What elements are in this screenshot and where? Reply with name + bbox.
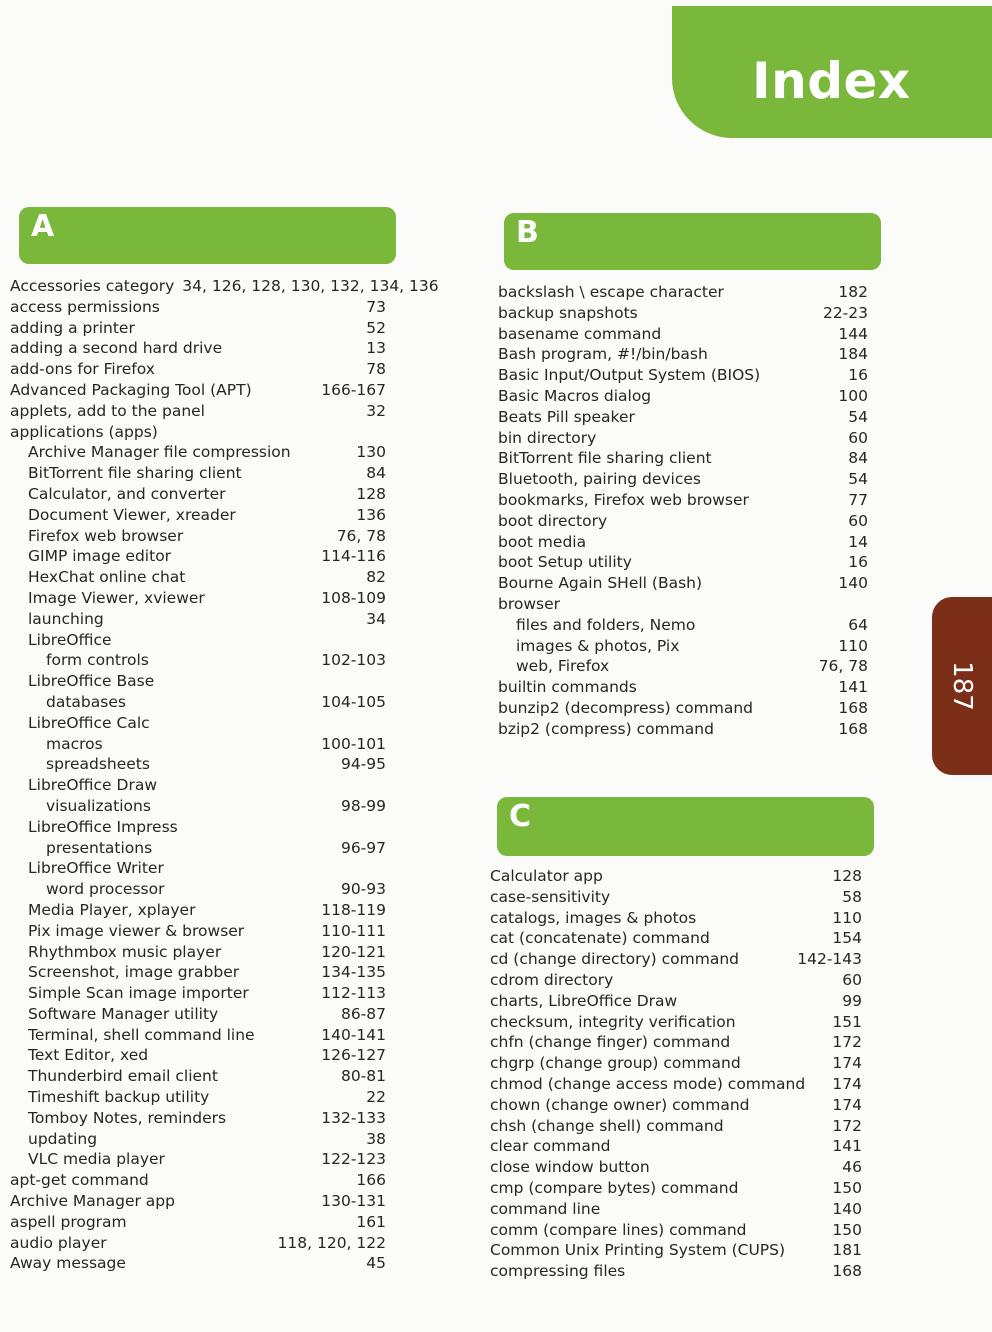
entry-term: chown (change owner) command [490, 1095, 750, 1114]
entry-term: launching [28, 609, 104, 628]
index-entry [10, 1253, 386, 1274]
entry-term: Common Unix Printing System (CUPS) [490, 1241, 786, 1260]
entry-pages: 46 [842, 1158, 862, 1177]
entry-term: checksum, integrity verification [490, 1012, 736, 1031]
entry-pages: 151 [832, 1012, 862, 1031]
entry-pages: 150 [832, 1178, 862, 1197]
entry-term: adding a second hard drive [10, 339, 223, 358]
entry-term: chgrp (change group) command [490, 1054, 741, 1073]
page-title: Index [752, 52, 911, 110]
entry-pages: 60 [842, 970, 862, 989]
entry-term: compressing files [490, 1262, 626, 1281]
page-number: 187 [947, 661, 977, 711]
index-entry [10, 609, 386, 630]
index-entry [490, 928, 862, 949]
entry-term: files and folders, Nemo [516, 615, 696, 634]
index-entry [490, 908, 862, 929]
entry-term: macros [46, 734, 103, 753]
entry-term: adding a printer [10, 318, 135, 337]
entry-term: Tomboy Notes, reminders [28, 1108, 227, 1127]
entry-pages: 60 [848, 428, 868, 447]
entry-pages: 22-23 [822, 303, 868, 322]
index-entry [10, 650, 386, 671]
entry-pages [378, 858, 386, 879]
entry-pages: 134-135 [321, 963, 386, 982]
entry-term: web, Firefox [516, 657, 610, 676]
entry-pages: 90-93 [340, 880, 386, 899]
entry-pages: 181 [832, 1241, 862, 1260]
index-entry [490, 887, 862, 908]
index-entry [10, 1191, 386, 1212]
entry-pages: 166 [356, 1171, 386, 1190]
entry-pages: 73 [366, 297, 386, 316]
index-entry [490, 1136, 862, 1157]
entry-pages: 126-127 [321, 1046, 386, 1065]
index-entry [490, 991, 862, 1012]
entry-term: LibreOffice Base [28, 672, 155, 691]
entry-pages: 14 [848, 532, 868, 551]
index-entry [10, 546, 386, 567]
entry-term: cat (concatenate) command [490, 929, 710, 948]
entry-pages: 34, 126, 128, 130, 132, 134, 136 [182, 277, 439, 295]
entry-term: backup snapshots [498, 303, 638, 322]
index-entry [490, 1116, 862, 1137]
entry-pages: 34 [366, 609, 386, 628]
index-entry [498, 303, 868, 324]
section-header-a [19, 207, 396, 264]
index-entry [10, 754, 386, 775]
index-entry [10, 1129, 386, 1150]
entry-term: Beats Pill speaker [498, 407, 635, 426]
entry-term: aspell program [10, 1212, 127, 1231]
index-entry [10, 422, 386, 443]
entry-pages: 64 [848, 615, 868, 634]
entry-term: browser [498, 594, 561, 613]
entry-term: Accessories category [10, 277, 175, 295]
entry-pages: 161 [356, 1212, 386, 1231]
index-entry [10, 567, 386, 588]
index-entry [10, 401, 386, 422]
entry-pages: 60 [848, 511, 868, 530]
index-entry [10, 1004, 386, 1025]
entry-term: Image Viewer, xviewer [28, 588, 205, 607]
index-entry [10, 588, 386, 609]
entry-term: form controls [46, 651, 149, 670]
entry-pages: 118-119 [321, 900, 386, 919]
entry-term: audio player [10, 1233, 107, 1252]
entry-pages: 136 [356, 505, 386, 524]
entry-pages: 13 [366, 339, 386, 358]
entry-term: Bash program, #!/bin/bash [498, 345, 708, 364]
entry-pages [378, 713, 386, 734]
index-entry [10, 505, 386, 526]
entry-pages: 140 [832, 1199, 862, 1218]
entry-pages [378, 775, 386, 796]
entry-term: chsh (change shell) command [490, 1116, 724, 1135]
entry-term: bin directory [498, 428, 597, 447]
entry-term: images & photos, Pix [516, 636, 680, 655]
entry-pages: 141 [832, 1137, 862, 1156]
index-entry [10, 775, 386, 796]
index-entry [10, 1108, 386, 1129]
index-list-b [498, 282, 868, 740]
index-entry [10, 297, 386, 318]
entry-term: Archive Manager app [10, 1192, 175, 1211]
entry-pages: 128 [356, 484, 386, 503]
index-entry [498, 552, 868, 573]
entry-pages: 141 [838, 678, 868, 697]
entry-pages: 32 [366, 401, 386, 420]
entry-pages: 182 [838, 283, 868, 301]
index-entry [498, 490, 868, 511]
index-entry [490, 1053, 862, 1074]
entry-pages: 110 [838, 636, 868, 655]
entry-pages: 77 [848, 490, 868, 509]
entry-pages: 174 [832, 1074, 862, 1093]
entry-pages: 168 [832, 1262, 862, 1281]
entry-term: Archive Manager file compression [28, 443, 291, 462]
entry-pages: 128 [832, 867, 862, 885]
entry-term: presentations [46, 838, 153, 857]
entry-term: Screenshot, image grabber [28, 963, 240, 982]
index-entry [10, 962, 386, 983]
index-entry [498, 324, 868, 345]
index-entry [10, 380, 386, 401]
entry-pages: 168 [838, 698, 868, 717]
index-entry [490, 1199, 862, 1220]
index-entry [10, 1066, 386, 1087]
entry-term: visualizations [46, 796, 151, 815]
index-entry [490, 1032, 862, 1053]
entry-pages: 98-99 [340, 796, 386, 815]
entry-term: Advanced Packaging Tool (APT) [10, 380, 252, 399]
index-entry [10, 692, 386, 713]
section-header-b [504, 213, 881, 270]
entry-term: catalogs, images & photos [490, 908, 697, 927]
entry-pages: 86-87 [340, 1004, 386, 1023]
index-entry [498, 573, 868, 594]
entry-pages [860, 594, 868, 615]
entry-pages: 82 [366, 568, 386, 587]
index-entry [498, 698, 868, 719]
entry-pages: 100 [838, 386, 868, 405]
entry-term: chfn (change finger) command [490, 1033, 731, 1052]
entry-term: Bourne Again SHell (Bash) [498, 574, 703, 593]
index-entry [10, 900, 386, 921]
entry-pages: 16 [848, 366, 868, 385]
entry-pages: 142-143 [797, 950, 862, 969]
entry-term: chmod (change access mode) command [490, 1074, 806, 1093]
entry-pages: 84 [366, 464, 386, 483]
entry-pages: 78 [366, 360, 386, 379]
section-letter: C [509, 799, 532, 834]
index-entry [490, 1240, 862, 1261]
entry-term: boot media [498, 532, 587, 551]
entry-term: bunzip2 (decompress) command [498, 698, 753, 717]
entry-term: BitTorrent file sharing client [28, 464, 242, 483]
entry-pages: 140-141 [321, 1025, 386, 1044]
entry-term: Basic Macros dialog [498, 386, 652, 405]
entry-term: command line [490, 1199, 601, 1218]
entry-pages: 108-109 [321, 588, 386, 607]
entry-term: Away message [10, 1254, 126, 1273]
index-entry [10, 526, 386, 547]
index-entry [498, 365, 868, 386]
index-entry [10, 1025, 386, 1046]
entry-pages: 38 [366, 1129, 386, 1148]
index-entry [10, 484, 386, 505]
entry-term: add-ons for Firefox [10, 360, 155, 379]
index-entry [490, 1220, 862, 1241]
entry-term: close window button [490, 1158, 650, 1177]
index-entry [490, 1012, 862, 1033]
entry-pages: 150 [832, 1220, 862, 1239]
entry-pages: 94-95 [340, 755, 386, 774]
entry-pages: 168 [838, 719, 868, 738]
entry-term: basename command [498, 324, 662, 343]
index-entry [10, 318, 386, 339]
index-entry [490, 1157, 862, 1178]
index-entry [498, 636, 868, 657]
index-entry [498, 469, 868, 490]
index-list-c [490, 866, 862, 1282]
entry-pages: 16 [848, 553, 868, 572]
entry-term: Document Viewer, xreader [28, 505, 236, 524]
entry-term: LibreOffice [28, 630, 112, 649]
index-entry [498, 594, 868, 615]
index-entry [498, 386, 868, 407]
entry-term: bookmarks, Firefox web browser [498, 490, 749, 509]
index-entry [10, 796, 386, 817]
index-entry [498, 344, 868, 365]
index-entry [10, 879, 386, 900]
entry-term: boot Setup utility [498, 553, 632, 572]
entry-term: Timeshift backup utility [28, 1088, 210, 1107]
entry-term: cdrom directory [490, 970, 614, 989]
index-entry [10, 942, 386, 963]
entry-term: Bluetooth, pairing devices [498, 470, 701, 489]
entry-pages [378, 817, 386, 838]
index-entry [10, 713, 386, 734]
index-entry [10, 921, 386, 942]
entry-term: Simple Scan image importer [28, 984, 249, 1003]
entry-term: Firefox web browser [28, 526, 184, 545]
entry-term: Rhythmbox music player [28, 942, 222, 961]
entry-term: Thunderbird email client [28, 1067, 218, 1086]
index-entry [10, 338, 386, 359]
index-entry [10, 1233, 386, 1254]
index-entry [498, 511, 868, 532]
entry-term: LibreOffice Impress [28, 817, 178, 836]
entry-term: applets, add to the panel [10, 401, 205, 420]
entry-term: Terminal, shell command line [28, 1025, 255, 1044]
section-header-c [497, 797, 874, 856]
entry-term: LibreOffice Writer [28, 859, 164, 878]
index-entry [498, 407, 868, 428]
entry-pages: 99 [842, 991, 862, 1010]
entry-pages: 118, 120, 122 [277, 1233, 386, 1252]
entry-term: access permissions [10, 297, 160, 316]
entry-term: applications (apps) [10, 422, 158, 441]
index-entry [490, 949, 862, 970]
index-entry [10, 1212, 386, 1233]
entry-term: charts, LibreOffice Draw [490, 991, 678, 1010]
entry-term: apt-get command [10, 1171, 149, 1190]
index-entry [10, 463, 386, 484]
index-entry [10, 359, 386, 380]
index-entry [490, 970, 862, 991]
entry-pages: 45 [366, 1254, 386, 1273]
entry-pages: 172 [832, 1116, 862, 1135]
index-entry [10, 817, 386, 838]
entry-term: LibreOffice Draw [28, 776, 158, 795]
entry-pages: 110 [832, 908, 862, 927]
index-entry [10, 1087, 386, 1108]
index-entry [10, 630, 386, 651]
entry-term: Calculator, and converter [28, 484, 226, 503]
entry-pages: 166-167 [321, 380, 386, 399]
entry-pages: 96-97 [340, 838, 386, 857]
index-entry [10, 1045, 386, 1066]
entry-pages: 54 [848, 407, 868, 426]
entry-pages: 140 [838, 574, 868, 593]
section-letter: A [31, 209, 55, 244]
entry-term: Pix image viewer & browser [28, 921, 245, 940]
entry-term: case-sensitivity [490, 887, 611, 906]
index-entry [498, 282, 868, 303]
entry-term: databases [46, 692, 126, 711]
entry-term: Software Manager utility [28, 1004, 219, 1023]
entry-term: word processor [46, 880, 165, 899]
index-entry [498, 428, 868, 449]
index-entry [490, 1074, 862, 1095]
index-entry [498, 532, 868, 553]
index-entry [498, 677, 868, 698]
entry-pages [378, 630, 386, 651]
index-entry [10, 983, 386, 1004]
entry-pages: 120-121 [321, 942, 386, 961]
entry-term: boot directory [498, 511, 608, 530]
entry-pages: 184 [838, 345, 868, 364]
index-entry [10, 276, 439, 297]
entry-term: Basic Input/Output System (BIOS) [498, 366, 761, 385]
entry-term: LibreOffice Calc [28, 713, 150, 732]
index-entry [490, 1178, 862, 1199]
entry-pages: 52 [366, 318, 386, 337]
index-entry [498, 615, 868, 636]
index-entry [10, 1149, 386, 1170]
entry-pages: 110-111 [321, 921, 386, 940]
entry-pages [378, 422, 386, 443]
entry-term: spreadsheets [46, 755, 150, 774]
entry-pages: 102-103 [321, 651, 386, 670]
entry-pages: 130 [356, 443, 386, 462]
index-entry [10, 671, 386, 692]
entry-term: BitTorrent file sharing client [498, 449, 712, 468]
entry-term: cd (change directory) command [490, 950, 739, 969]
index-entry [10, 442, 386, 463]
index-entry [10, 858, 386, 879]
entry-term: Media Player, xplayer [28, 900, 196, 919]
entry-pages: 154 [832, 929, 862, 948]
entry-term: VLC media player [28, 1150, 165, 1169]
entry-pages: 174 [832, 1095, 862, 1114]
entry-term: Calculator app [490, 867, 603, 885]
entry-pages: 132-133 [321, 1108, 386, 1127]
entry-pages: 114-116 [321, 547, 386, 566]
entry-pages: 80-81 [340, 1067, 386, 1086]
entry-pages: 112-113 [321, 984, 386, 1003]
index-entry [498, 656, 868, 677]
entry-pages: 76, 78 [336, 526, 386, 545]
entry-term: backslash \ escape character [498, 283, 724, 301]
entry-pages: 172 [832, 1033, 862, 1052]
index-entry [10, 838, 386, 859]
entry-pages: 144 [838, 324, 868, 343]
entry-pages: 54 [848, 470, 868, 489]
index-entry [490, 1261, 862, 1282]
index-entry [498, 448, 868, 469]
entry-term: bzip2 (compress) command [498, 719, 714, 738]
entry-pages: 174 [832, 1054, 862, 1073]
entry-pages: 84 [848, 449, 868, 468]
index-entry [10, 734, 386, 755]
entry-term: clear command [490, 1137, 611, 1156]
entry-pages: 100-101 [321, 734, 386, 753]
entry-term: updating [28, 1129, 98, 1148]
entry-pages: 104-105 [321, 692, 386, 711]
index-entry [498, 719, 868, 740]
entry-pages [378, 671, 386, 692]
entry-term: GIMP image editor [28, 547, 172, 566]
entry-pages: 76, 78 [818, 657, 868, 676]
entry-term: HexChat online chat [28, 568, 186, 587]
entry-term: comm (compare lines) command [490, 1220, 747, 1239]
entry-pages: 22 [366, 1088, 386, 1107]
entry-pages: 58 [842, 887, 862, 906]
entry-pages: 122-123 [321, 1150, 386, 1169]
index-list-a [10, 276, 439, 1274]
entry-term: Text Editor, xed [28, 1046, 149, 1065]
index-entry [490, 866, 862, 887]
entry-term: builtin commands [498, 678, 637, 697]
index-entry [490, 1095, 862, 1116]
entry-term: cmp (compare bytes) command [490, 1178, 739, 1197]
section-letter: B [516, 215, 539, 250]
entry-pages: 130-131 [321, 1192, 386, 1211]
index-entry [10, 1170, 386, 1191]
